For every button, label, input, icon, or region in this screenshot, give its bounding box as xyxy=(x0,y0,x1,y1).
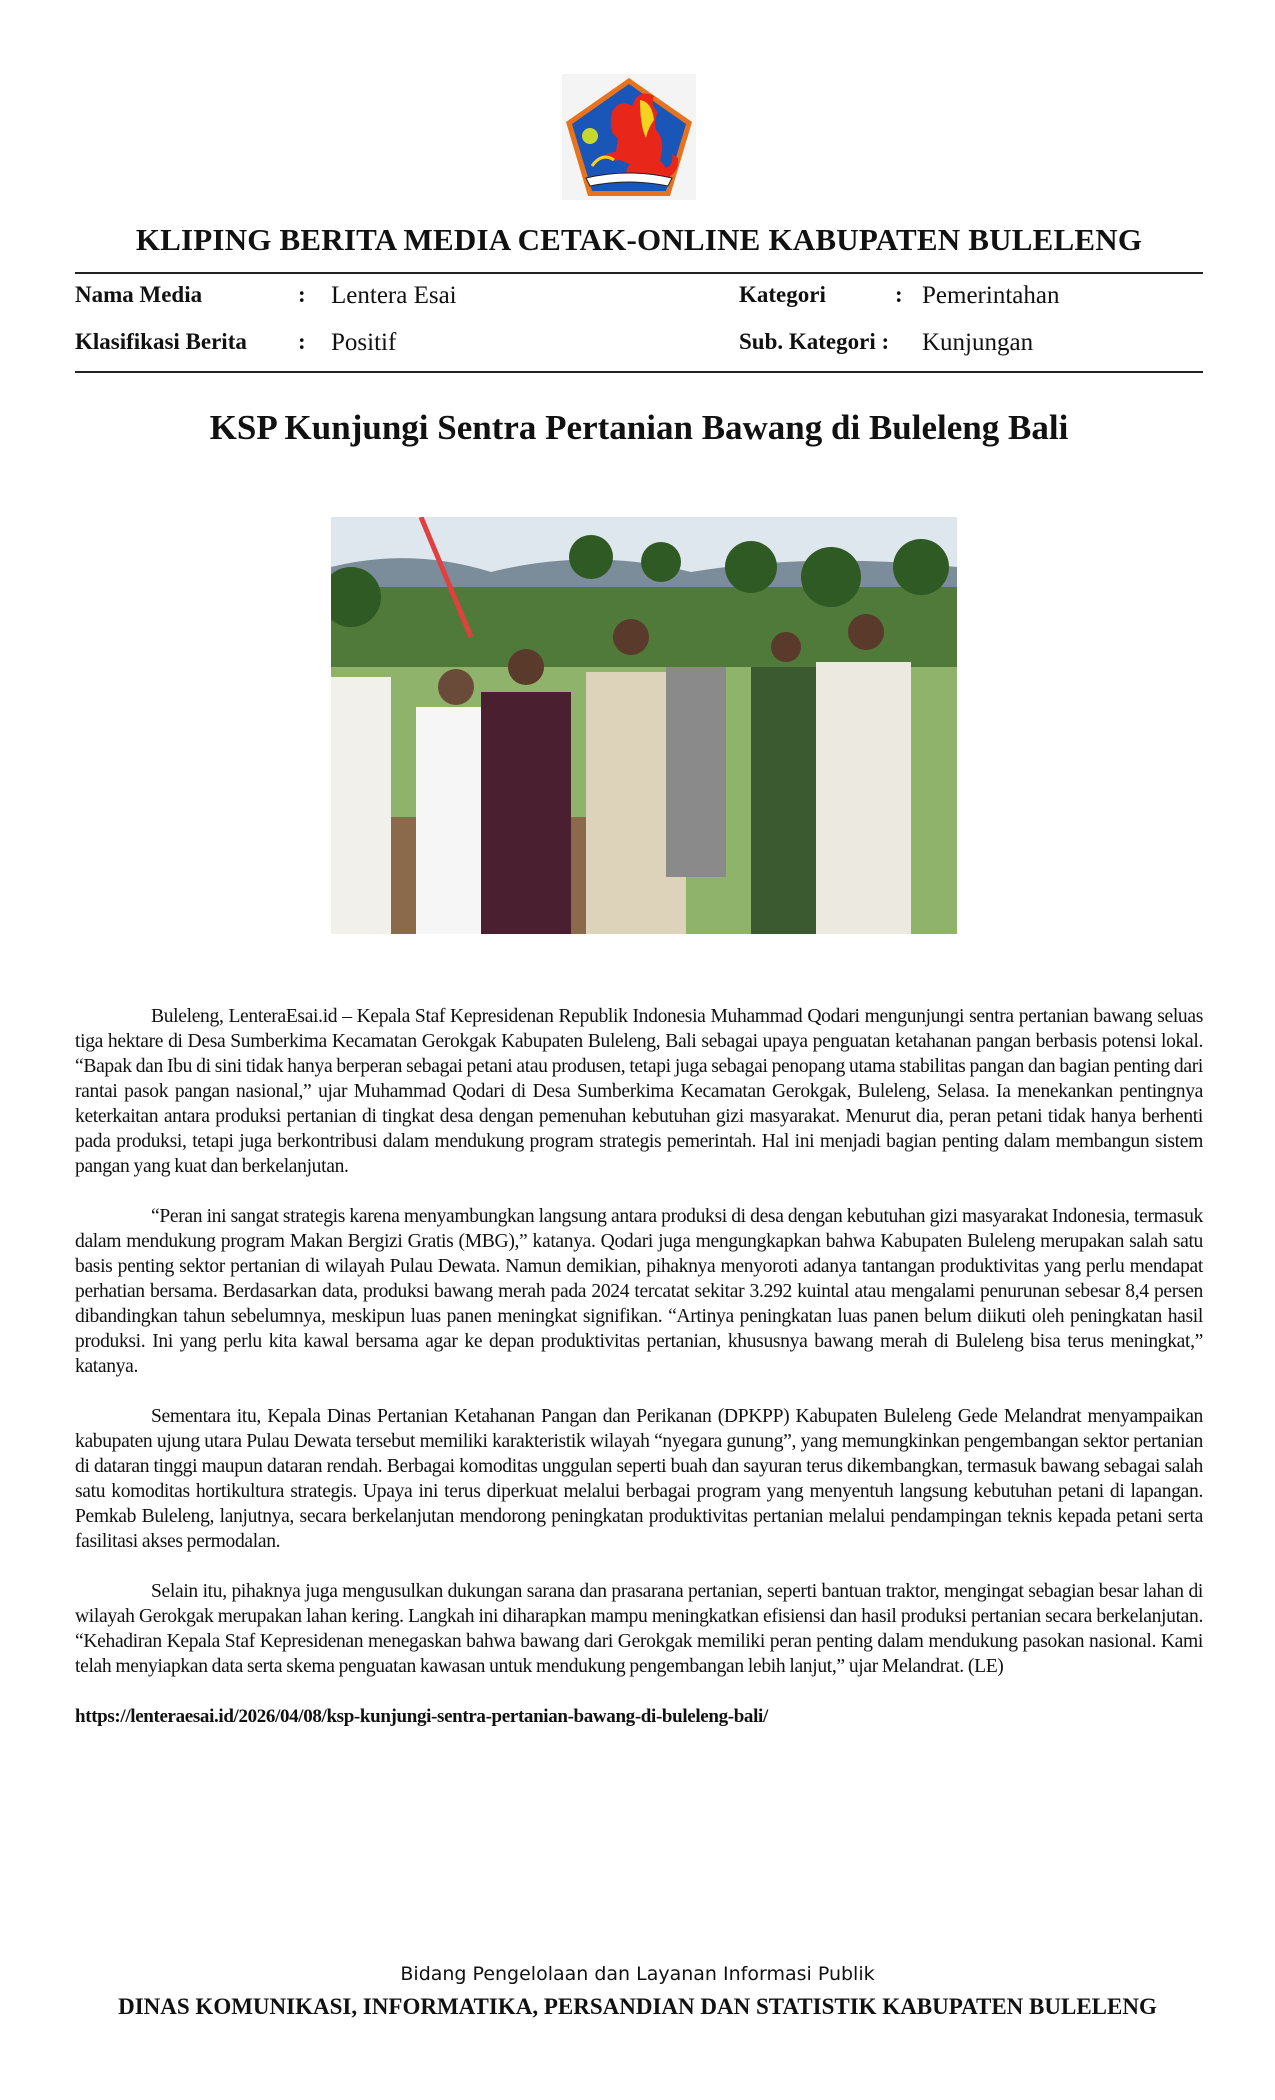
article-paragraph: “Peran ini sangat strategis karena menyambungkan langsung antara produksi di desa dengan kebutuhan gizi masyarakat Indonesia, termasuk dalam mendukung program Makan Bergizi Gratis (MBG),” katanya. Qodari juga mengungkapkan bahwa Kabupaten Buleleng merupakan salah satu basis penting sektor pertanian di wilayah Pulau Dewata. Namun demikian, pihaknya menyoroti adanya tantangan produktivitas yang perlu mendapat perhatian bersama. Berdasarkan data, produksi bawang merah pada 2024 tercatat sekitar 3.292 kuintal atau mengalami penurunan sebesar 8,4 persen dibandingkan tahun sebelumnya, meskipun luas panen meningkat signifikan. “Artinya peningkatan luas panen belum diikuti oleh peningkatan hasil produksi. Ini yang perlu kita kawal bersama agar ke depan produktivitas pertanian, khususnya bawang merah di Buleleng bisa terus meningkat,” katanya. xyxy=(75,1206,1203,1377)
sub-kategori-value: Kunjungan xyxy=(922,329,1034,356)
sub-kategori-label: Sub. Kategori : xyxy=(739,329,890,354)
article-body xyxy=(75,1004,1203,1729)
klasifikasi-value: Positif xyxy=(331,329,397,356)
kategori-label: Kategori xyxy=(739,282,826,307)
footer-agency: DINAS KOMUNIKASI, INFORMATIKA, PERSANDIAN DAN STATISTIK KABUPATEN BULELENG xyxy=(118,1994,1157,2019)
article-photo xyxy=(331,517,957,934)
article-paragraph: Sementara itu, Kepala Dinas Pertanian Ketahanan Pangan dan Perikanan (DPKPP) Kabupaten Buleleng Gede Melandrat menyampaikan kabupaten ujung utara Pulau Dewata tersebut memiliki karakteristik wilayah “nyegara gunung”, yang memungkinkan pengembangan sektor pertanian di dataran tinggi maupun dataran rendah. Berbagai komoditas unggulan seperti buah dan sayuran terus dikembangkan, termasuk bawang sebagai salah satu komoditas hortikultura strategis. Upaya ini terus diperkuat melalui berbagai program yang menyentuh langsung kebutuhan petani di lapangan. Pemkab Buleleng, lanjutnya, secara berkelanjutan mendorong peningkatan produktivitas pertanian melalui pendampingan teknis kepada petani serta fasilitasi akses permodalan. xyxy=(75,1406,1203,1552)
kategori-value: Pemerintahan xyxy=(922,282,1060,309)
nama-media-label: Nama Media xyxy=(75,282,203,307)
colon: : xyxy=(895,282,903,307)
article-paragraph: Buleleng, LenteraEsai.id – Kepala Staf Kepresidenan Republik Indonesia Muhammad Qodari mengunjungi sentra pertanian bawang seluas tiga hektare di Desa Sumberkima Kecamatan Gerokgak Kabupaten Buleleng, Bali sebagai upaya penguatan ketahanan pangan berbasis potensi lokal. “Bapak dan Ibu di sini tidak hanya berperan sebagai petani atau produsen, tetapi juga sebagai penopang utama stabilitas pangan dan bagian penting dari rantai pasok pangan nasional,” ujar Muhammad Qodari di Desa Sumberkima Kecamatan Gerokgak, Buleleng, Selasa. Ia menekankan pentingnya keterkaitan antara produksi pertanian di tingkat desa dengan pemenuhan kebutuhan gizi masyarakat. Menurut dia, peran petani tidak hanya berhenti pada produksi, tetapi juga berkontribusi dalam mendukung program strategis pemerintah. Hal ini menjadi bagian penting dalam membangun sistem pangan yang kuat dan berkelanjutan. xyxy=(75,1006,1203,1177)
document-title: KLIPING BERITA MEDIA CETAK-ONLINE KABUPATEN BULELENG xyxy=(135,222,1143,257)
klasifikasi-label: Klasifikasi Berita xyxy=(75,329,247,354)
source-url-link[interactable]: https://lenteraesai.id/2026/04/08/ksp-kunjungi-sentra-pertanian-bawang-di-buleleng-bali/ xyxy=(75,1706,768,1727)
nama-media-value: Lentera Esai xyxy=(331,282,457,309)
divider xyxy=(75,272,1203,274)
article-headline: KSP Kunjungi Sentra Pertanian Bawang di Buleleng Bali xyxy=(209,408,1069,447)
buleleng-logo xyxy=(562,74,696,200)
article-paragraph: Selain itu, pihaknya juga mengusulkan dukungan sarana dan prasarana pertanian, seperti bantuan traktor, mengingat sebagian besar lahan di wilayah Gerokgak merupakan lahan kering. Langkah ini diharapkan mampu meningkatkan efisiensi dan hasil produksi pertanian secara berkelanjutan. “Kehadiran Kepala Staf Kepresidenan menegaskan bahwa bawang dari Gerokgak memiliki peran penting dalam mendukung pasokan nasional. Kami telah menyiapkan data serta skema penguatan kawasan untuk mendukung pengembangan lebih lanjut,” ujar Melandrat. (LE) xyxy=(75,1581,1203,1677)
colon: : xyxy=(298,282,306,307)
footer-department: Bidang Pengelolaan dan Layanan Informasi Publik xyxy=(400,1963,875,1985)
colon: : xyxy=(298,329,306,354)
divider xyxy=(75,371,1203,373)
